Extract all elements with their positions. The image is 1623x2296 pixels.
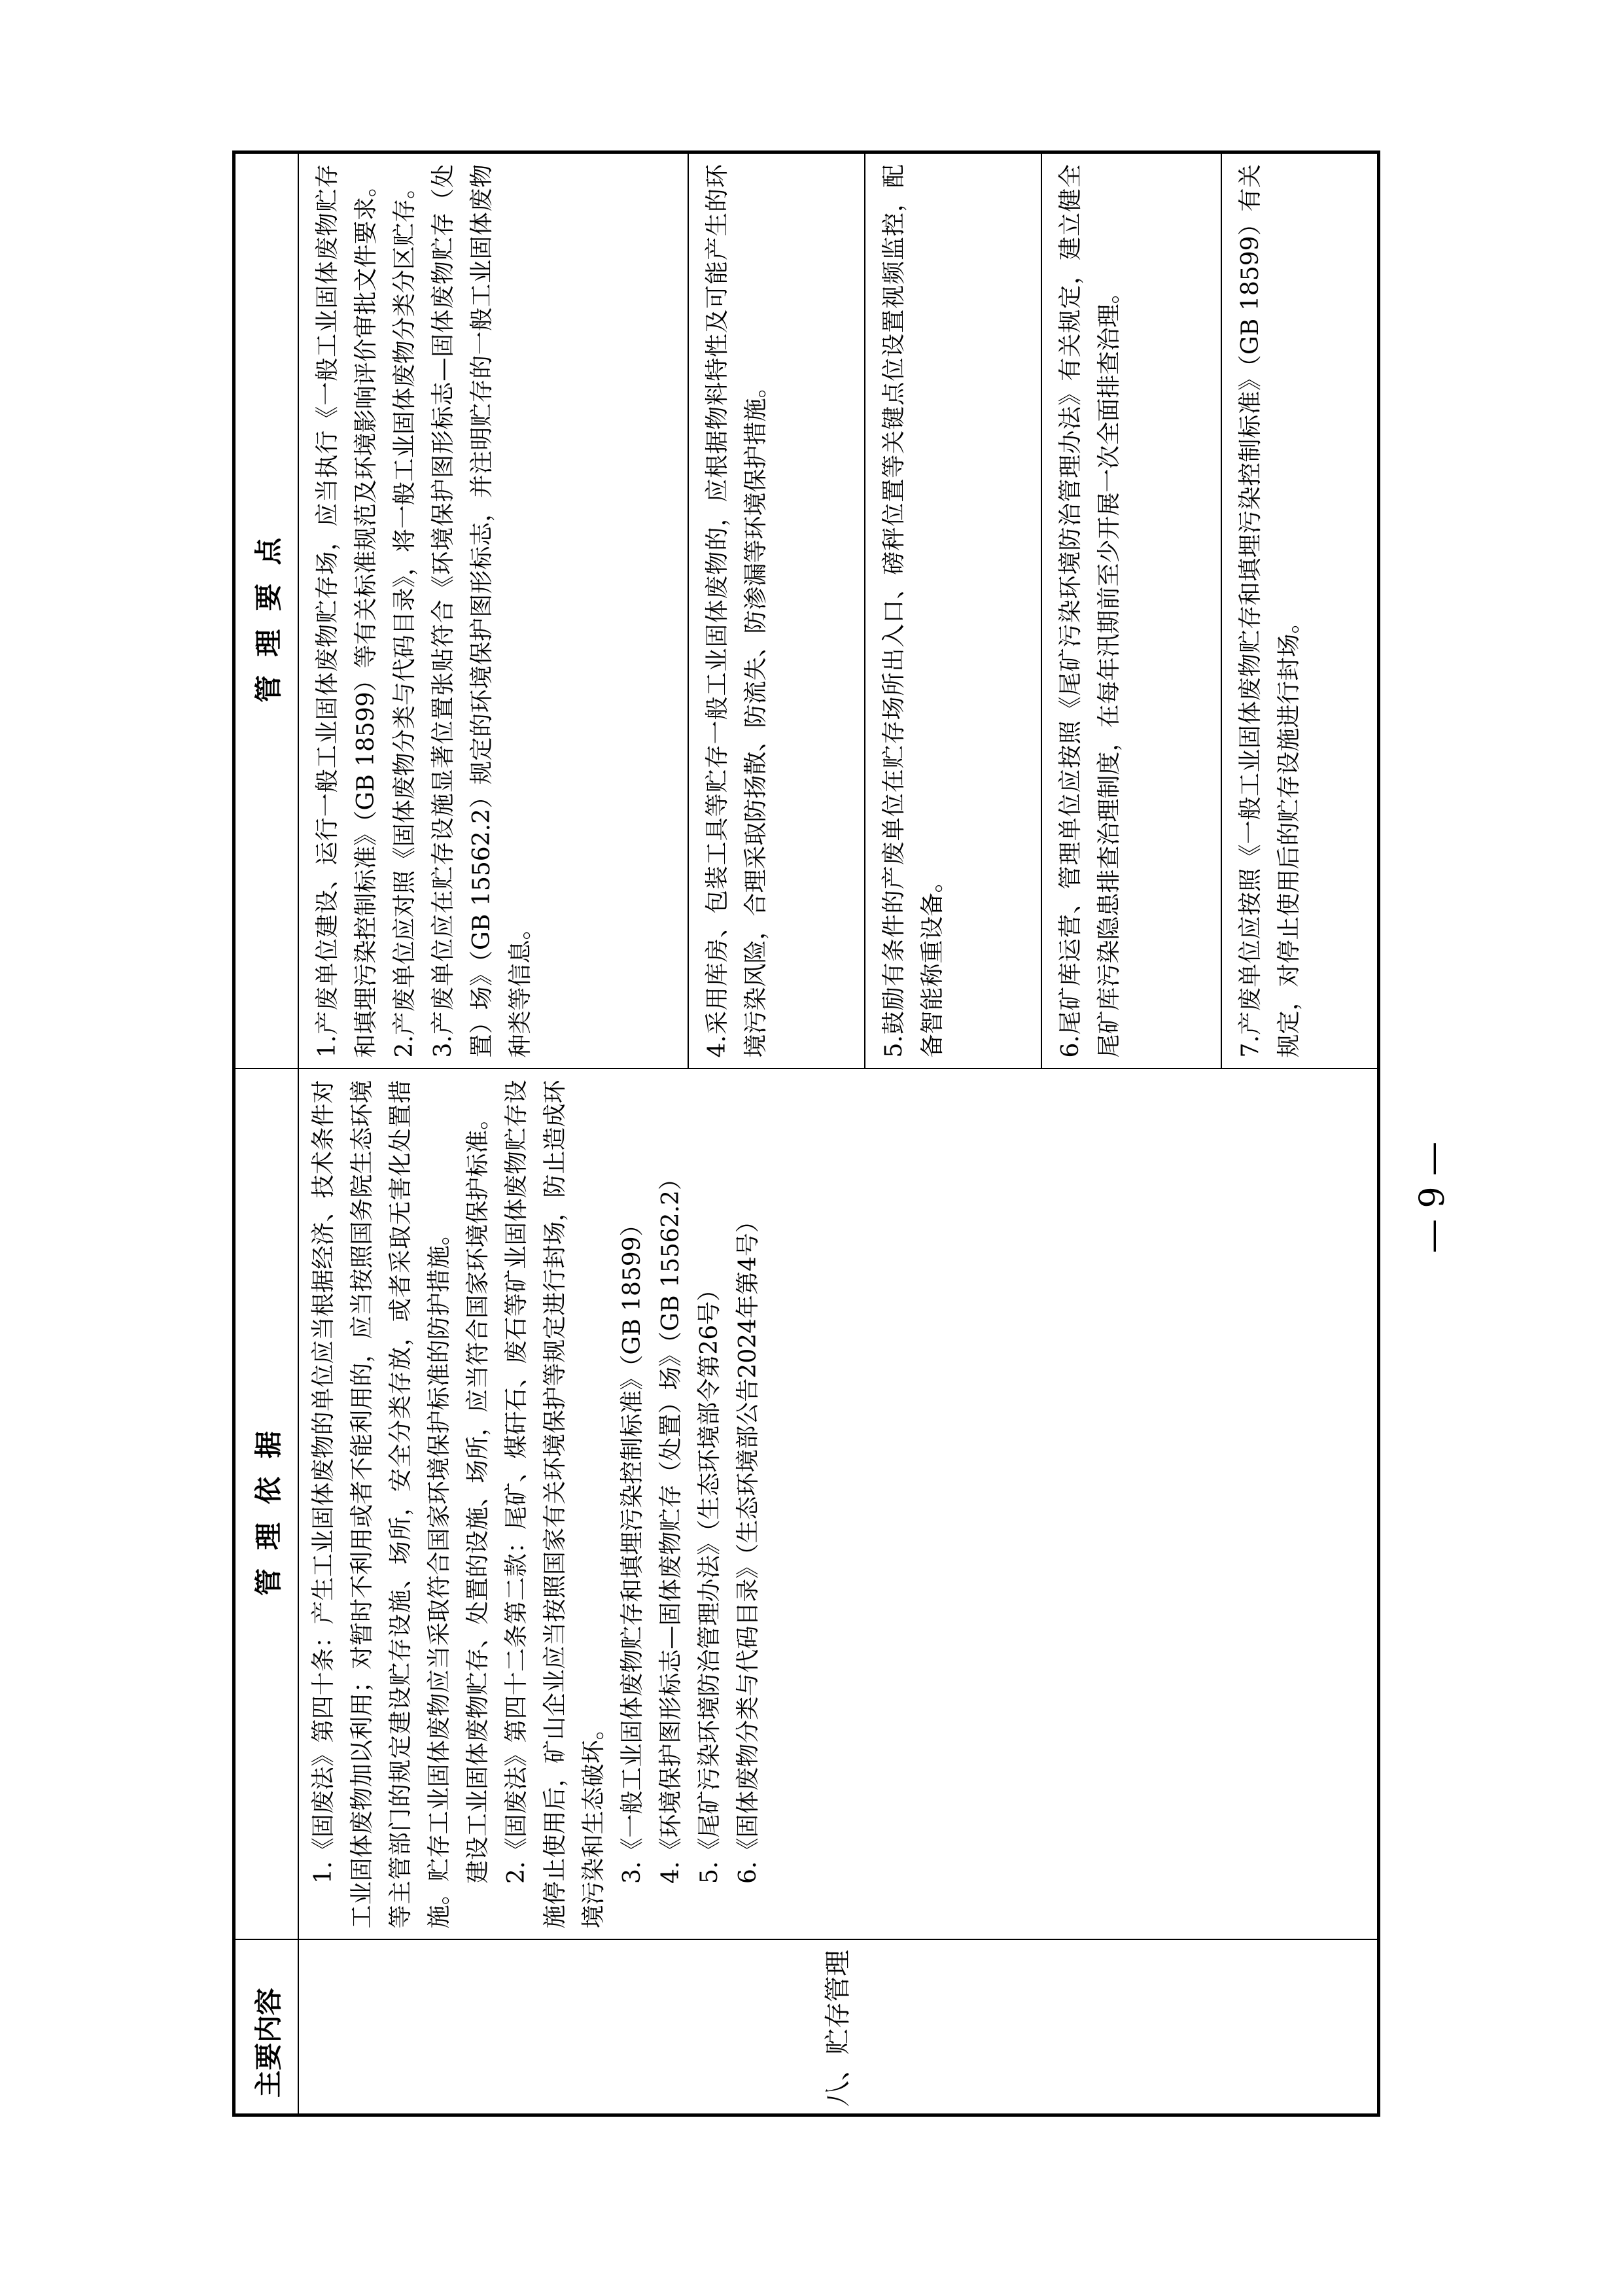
points-group-1 [299, 154, 688, 1068]
basis-paragraph: 1.《固废法》第四十条：产生工业固体废物的单位应当根据经济、技术条件对工业固体废物加以利用；对暂时不利用或者不能利用的，应当按照国务院生态环境等主管部门的规定建设贮存设施、场所，安全分类存放，或者采取无害化处置措施。贮存工业固体废物应当采取符合国家环境保护标准的防护措施。 [310, 1080, 453, 1929]
basis-paragraph: 建设工业固体废物贮存、处置的设施、场所，应当符合国家环境保护标准。 [464, 1106, 491, 1884]
points-group-5 [1221, 154, 1377, 1068]
basis-paragraph: 5.《尾矿污染环境防治管理办法》（生态环境部令第26号） [696, 1277, 723, 1884]
points-group-3 [865, 154, 1041, 1068]
point-item: 5.鼓励有条件的产废单位在贮存场所出入口、磅秤位置等关键点位设置视频监控，配备智能称重设备。 [881, 164, 946, 1058]
basis-paragraph: 4.《环境保护图形标志—固体废物贮存（处置）场》（GB 15562.2） [657, 1167, 684, 1884]
basis-paragraph: 3.《一般工业固体废物贮存和填埋污染控制标准》（GB 18599） [619, 1212, 646, 1884]
header-points: 管理要点 [234, 152, 299, 1069]
header-basis: 管理依据 [234, 1069, 299, 1939]
point-item: 7.产废单位应按照《一般工业固体废物贮存和填埋污染控制标准》（GB 18599）有关规定，对停止使用后的贮存设施进行封场。 [1237, 164, 1302, 1058]
points-group-4 [1041, 154, 1221, 1068]
table-row [298, 152, 1379, 2115]
table-header-row [234, 152, 299, 2115]
basis-paragraph: 6.《固体废物分类与代码目录》（生态环境部公告2024年第4号） [735, 1209, 761, 1884]
rotated-page-content [232, 150, 1380, 2117]
point-item: 4.采用库房、包装工具等贮存一般工业固体废物的，应根据物料特性及可能产生的环境污染风险，合理采取防扬散、防流失、防渗漏等环境保护措施。 [704, 164, 769, 1058]
basis-cell [298, 1069, 1379, 1939]
points-group-2 [688, 154, 865, 1068]
point-item: 3.产废单位应在贮存设施显著位置张贴符合《环境保护图形标志—固体废物贮存（处置）场》（GB 15562.2）规定的环境保护图形标志，并注明贮存的一般工业固体废物种类等信息。 [430, 164, 534, 1058]
point-item: 6.尾矿库运营、管理单位应按照《尾矿污染环境防治管理办法》有关规定，建立健全尾矿库污染隐患排查治理制度，在每年汛期前至少开展一次全面排查治理。 [1057, 164, 1123, 1058]
header-main-content: 主要内容 [234, 1939, 299, 2115]
point-item: 2.产废单位应对照《固体废物分类与代码目录》，将一般工业固体废物分类分区贮存。 [391, 175, 418, 1058]
basis-paragraph: 2.《固废法》第四十二条第二款：尾矿、煤矸石、废石等矿业固体废物贮存设施停止使用后，矿山企业应当按照国家有关环境保护等规定进行封场，防止造成环境污染和生态破坏。 [503, 1080, 607, 1929]
regulation-table [232, 150, 1380, 2117]
page-number: — 9 — [1413, 1141, 1452, 1254]
points-subtable [299, 154, 1377, 1068]
point-item: 1.产废单位建设、运行一般工业固体废物贮存场，应当执行《一般工业固体废物贮存和填埋污染控制标准》（GB 18599）等有关标准规范及环境影响评价审批文件要求。 [314, 164, 379, 1058]
section-label: 八、贮存管理 [298, 1939, 1379, 2115]
points-cell [298, 152, 1379, 1069]
